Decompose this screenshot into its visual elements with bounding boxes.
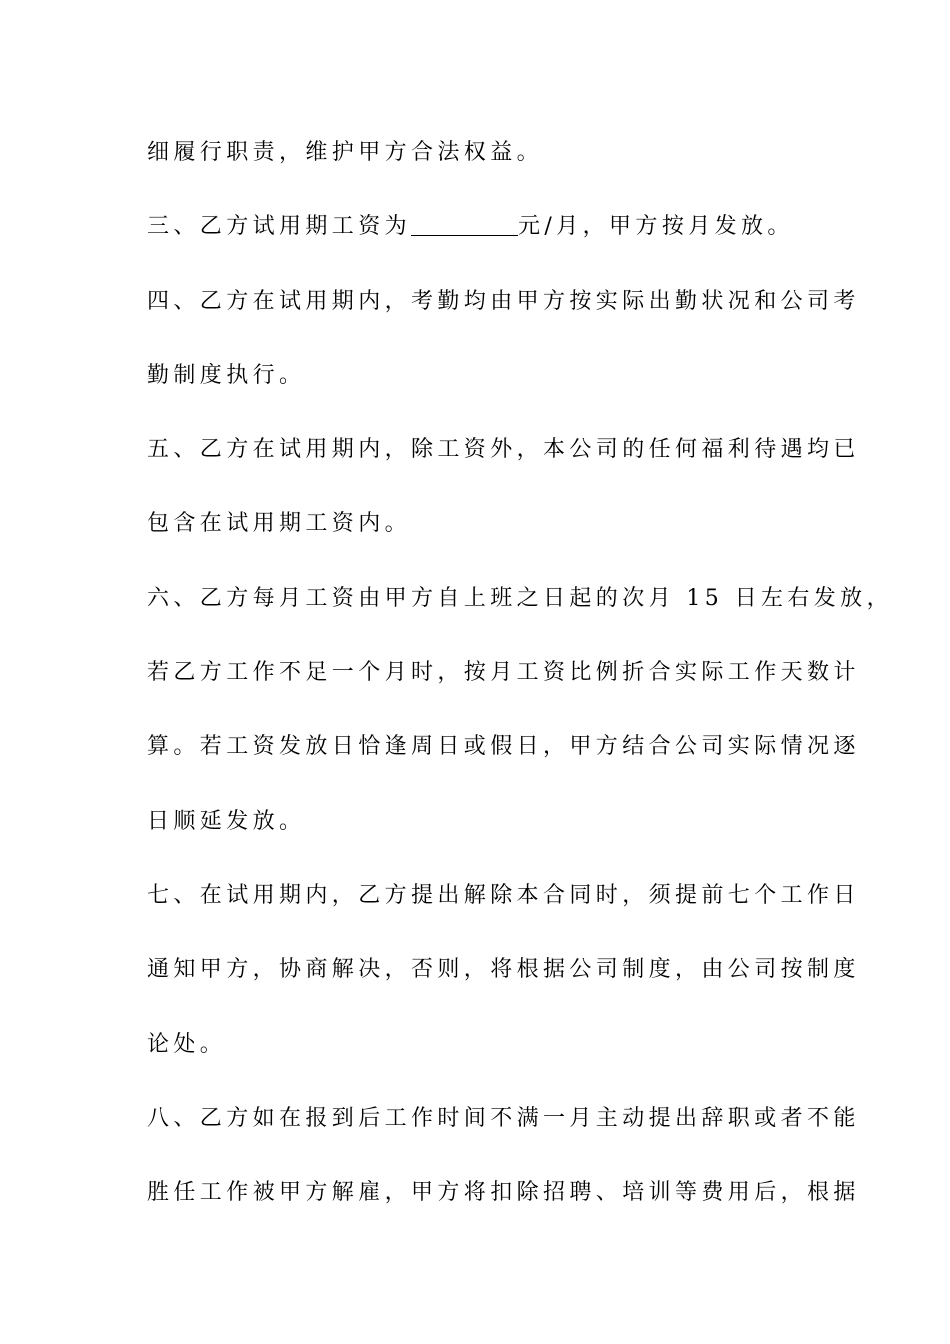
paragraph-line: 论处。 [147, 1032, 227, 1057]
salary-clause-suffix: 元/月，甲方按月发放。 [518, 214, 794, 239]
paragraph-line: 日顺延发放。 [147, 809, 306, 834]
paragraph-line: 八、乙方如在报到后工作时间不满一月主动提出辞职或者不能 [147, 1106, 860, 1131]
paragraph-line: 四、乙方在试用期内，考勤均由甲方按实际出勤状况和公司考 [147, 289, 860, 314]
paragraph-line: 细履行职责，维护甲方合法权益。 [147, 140, 544, 165]
paragraph-line: 六、乙方每月工资由甲方自上班之日起的次月 15 日左右发放， [147, 586, 893, 611]
paragraph-line: 若乙方工作不足一个月时，按月工资比例折合实际工作天数计 [147, 660, 860, 685]
salary-clause-prefix: 三、乙方试用期工资为 [147, 214, 412, 239]
paragraph-line: 七、在试用期内，乙方提出解除本合同时，须提前七个工作日 [147, 883, 860, 908]
salary-clause-line [147, 212, 794, 242]
paragraph-line: 五、乙方在试用期内，除工资外，本公司的任何福利待遇均已 [147, 437, 860, 462]
salary-amount-blank [411, 217, 518, 236]
paragraph-line: 算。若工资发放日恰逢周日或假日，甲方结合公司实际情况逐 [147, 734, 860, 759]
paragraph-line: 通知甲方，协商解决，否则，将根据公司制度，由公司按制度 [147, 957, 860, 982]
paragraph-line: 勤制度执行。 [147, 363, 306, 388]
paragraph-line: 胜任工作被甲方解雇，甲方将扣除招聘、培训等费用后，根据 [147, 1180, 860, 1205]
paragraph-line: 包含在试用期工资内。 [147, 511, 412, 536]
